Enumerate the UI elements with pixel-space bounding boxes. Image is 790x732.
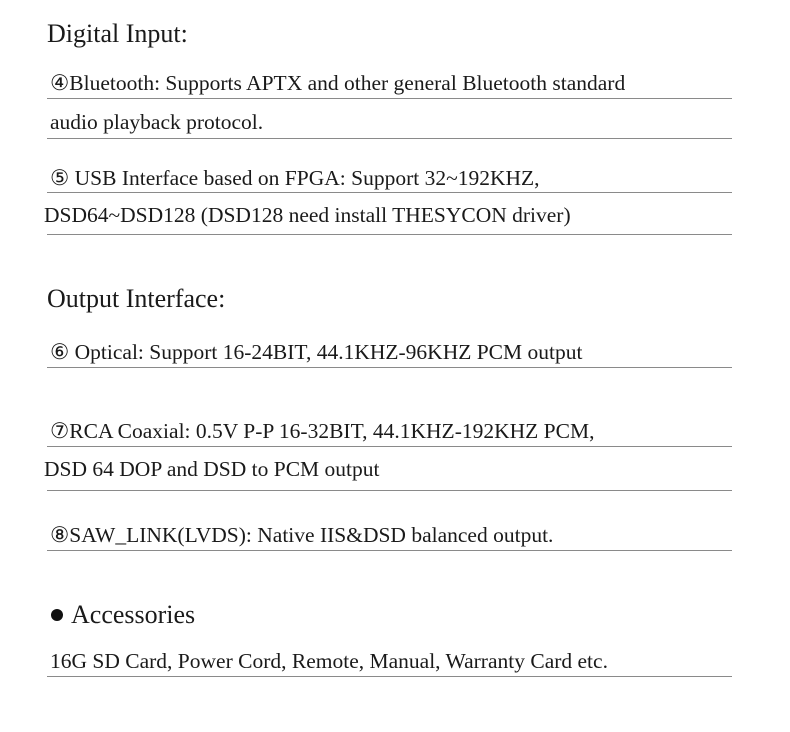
accessories-list: 16G SD Card, Power Cord, Remote, Manual, Warranty Card etc.: [50, 649, 608, 673]
divider: [47, 367, 732, 368]
output-interface-heading: Output Interface:: [47, 284, 226, 313]
divider: [47, 192, 732, 193]
rca-coaxial-spec-line-1: ⑦RCA Coaxial: 0.5V P-P 16-32BIT, 44.1KHZ-192KHZ PCM,: [50, 419, 595, 443]
bullet-icon: [51, 609, 63, 621]
divider: [47, 676, 732, 677]
divider: [47, 446, 732, 447]
divider: [47, 138, 732, 139]
bluetooth-spec-line-1: ④Bluetooth: Supports APTX and other general Bluetooth standard: [50, 71, 626, 95]
divider: [47, 490, 732, 491]
bluetooth-spec-line-2: audio playback protocol.: [50, 110, 264, 134]
divider: [47, 234, 732, 235]
usb-spec-line-1: ⑤ USB Interface based on FPGA: Support 32~192KHZ,: [50, 166, 540, 190]
divider: [47, 550, 732, 551]
digital-input-heading: Digital Input:: [47, 19, 188, 48]
saw-link-spec-line: ⑧SAW_LINK(LVDS): Native IIS&DSD balanced output.: [50, 523, 554, 547]
accessories-heading: Accessories: [71, 600, 196, 629]
rca-coaxial-spec-line-2: DSD 64 DOP and DSD to PCM output: [44, 457, 380, 481]
optical-spec-line: ⑥ Optical: Support 16-24BIT, 44.1KHZ-96KHZ PCM output: [50, 340, 583, 364]
divider: [47, 98, 732, 99]
usb-spec-line-2: DSD64~DSD128 (DSD128 need install THESYCON driver): [44, 203, 571, 227]
